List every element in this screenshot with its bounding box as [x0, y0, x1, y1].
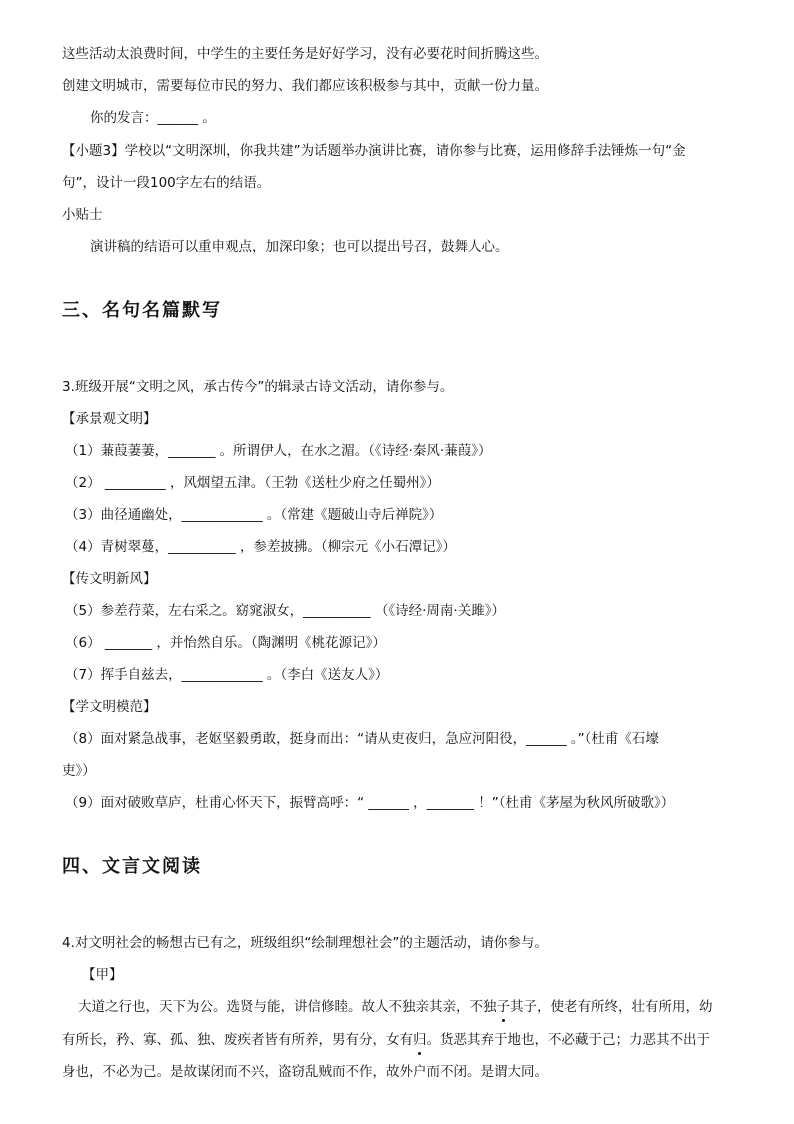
emphasis-dot-char: 归	[413, 1032, 427, 1048]
text-line: 创建文明城市，需要每位市民的努力、我们都应该积极参与其中，贡献一份力量。	[62, 78, 548, 94]
passage-line: 有所长，矜、寡、孤、独、废疾者皆有所养，男有分，女有归。货恶其弃于地也，不必藏于己；力恶其不出于	[62, 1032, 710, 1048]
tip-text: 演讲稿的结语可以重申观点，加深印象；也可以提出号召，鼓舞人心。	[90, 239, 509, 255]
group-label: 【承景观文明】	[62, 411, 157, 427]
emphasis-dot-char: 子	[496, 999, 510, 1015]
fill-blank-item: （8）面对紧急战事，老妪坚毅勇敢，挺身而出：“请从吏夜归，急应河阳役，______ 。”（杜甫《石壕	[65, 731, 659, 747]
section-heading: 三、名句名篇默写	[62, 300, 222, 321]
fill-blank-item: （4）青树翠蔓，__________ ，参差披拂。（柳宗元《小石潭记》）	[65, 539, 456, 555]
fill-blank-item: （7）挥手自兹去，____________ 。（李白《送友人》）	[65, 667, 389, 683]
fill-blank-item: （5）参差荇菜，左右采之。窈窕淑女，__________ （《诗经·周南·关雎》）	[65, 603, 505, 619]
fill-blank-item: （9）面对破败草庐，杜甫心怀天下，振臂高呼：“ ______ ，_______ ！”（杜甫《茅屋为秋风所破歌》）	[65, 795, 675, 811]
section-heading: 四、文言文阅读	[62, 856, 202, 877]
fill-blank-item: （1）蒹葭萋萋，_______ 。所谓伊人，在水之湄。（《诗经·秦风·蒹葭》）	[65, 443, 492, 459]
tip-label: 小贴士	[62, 207, 103, 223]
passage-line: 身也，不必为己。是故谋闭而不兴，盗窃乱贼而不作，故外户而不闭。是谓大同。	[62, 1064, 548, 1080]
question-text: 【小题3】学校以“文明深圳，你我共建”为话题举办演讲比赛，请你参与比赛，运用修辞手法锤炼一句“金	[62, 143, 686, 159]
fill-blank-item-continued: 吏》）	[62, 763, 96, 779]
group-label: 【传文明新风】	[62, 571, 157, 587]
passage-label: 【甲】	[82, 967, 123, 983]
question-intro: 4.对文明社会的畅想古已有之，班级组织“绘制理想社会”的主题活动，请你参与。	[62, 935, 548, 951]
question-intro: 3.班级开展“文明之风，承古传今”的辑录古诗文活动，请你参与。	[62, 379, 454, 395]
question-text: 句”，设计一段100字左右的结语。	[62, 175, 271, 191]
group-label: 【学文明模范】	[62, 699, 157, 715]
text-line: 这些活动太浪费时间，中学生的主要任务是好好学习，没有必要花时间折腾这些。	[62, 46, 548, 62]
answer-prompt: 你的发言：______ 。	[90, 110, 216, 126]
fill-blank-item: （2） _________ ，风烟望五津。（王勃《送杜少府之任蜀州》）	[65, 475, 440, 491]
fill-blank-item: （6） _______ ，并怡然自乐。（陶渊明《桃花源记》）	[65, 635, 386, 651]
fill-blank-item: （3）曲径通幽处，____________ 。（常建《题破山寺后禅院》）	[65, 507, 443, 523]
passage-line: 大道之行也，天下为公。选贤与能，讲信修睦。故人不独亲其亲，不独子其子，使老有所终，壮有所用，幼	[78, 999, 713, 1015]
